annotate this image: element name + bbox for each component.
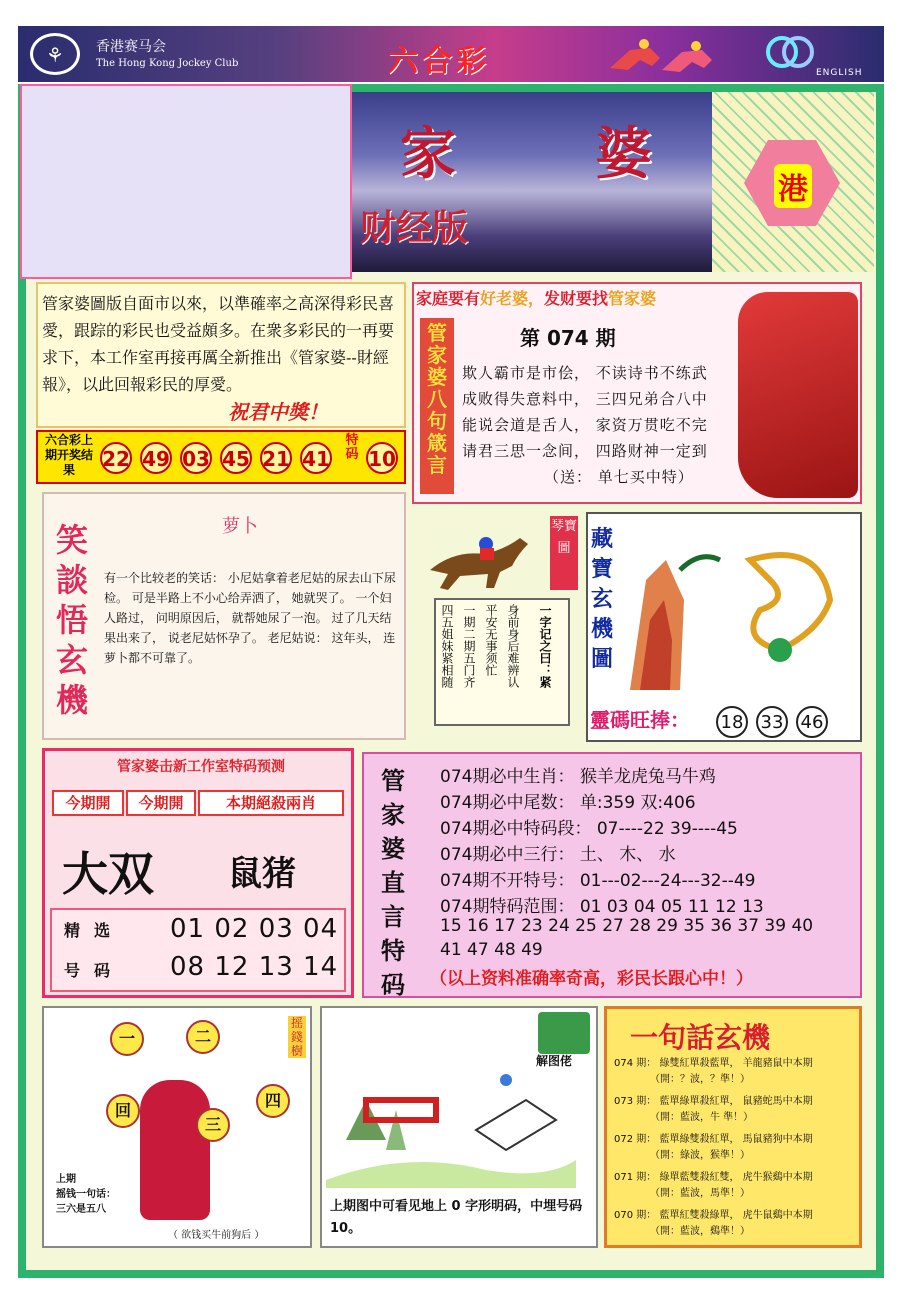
prediction-header: 管家婆击新工作室特码预测 bbox=[117, 759, 285, 775]
riddle-line: 072 期： 藍單綠雙殺紅單， 馬鼠豬狗中本期 bbox=[614, 1134, 813, 1145]
phoenix-cliff-icon bbox=[620, 540, 854, 700]
poem-line: 能说会道是舌人， 家资万贯吃不完 bbox=[462, 416, 708, 434]
lingma-ball: 18 bbox=[716, 706, 748, 738]
tree-ball: 三 bbox=[196, 1108, 230, 1142]
scroll-column: 身前身后难辨认 bbox=[506, 604, 520, 688]
scroll-column: 四五姐妹紧相随 bbox=[440, 604, 454, 688]
tree-note bbox=[56, 1172, 146, 1217]
banner-subtitle: 财经版 bbox=[360, 207, 469, 249]
poem-header-c: 发财要找 bbox=[544, 289, 609, 308]
tree-note-line: 三六是五八 bbox=[56, 1204, 106, 1215]
tab-kill-two[interactable]: 本期絕殺兩肖 bbox=[198, 790, 344, 816]
poem-line: 欺人霸市是市侩， 不读诗书不练武 bbox=[462, 364, 708, 382]
bride-veil-image bbox=[738, 292, 858, 498]
poem-gift: （送： 单七买中特） bbox=[544, 468, 694, 486]
tip-line: 41 47 48 49 bbox=[440, 940, 543, 960]
selected-label: 精选 bbox=[64, 921, 125, 940]
special-ball: 10 bbox=[366, 442, 398, 474]
kill-zodiac-text: 鼠猪 bbox=[228, 854, 296, 894]
riddle-title: 一句話玄機 bbox=[630, 1021, 771, 1054]
hkjc-logo-icon[interactable]: ⚘ bbox=[30, 33, 80, 75]
selected-numbers: 01 02 03 04 bbox=[170, 914, 339, 944]
poem-header-b: 好老婆， bbox=[480, 289, 545, 308]
result-ball: 21 bbox=[260, 442, 292, 474]
lingma-ball: 46 bbox=[796, 706, 828, 738]
puzzle-footnote: 上期图中可看见地上 0 字形明码，中埋号码 10。 bbox=[330, 1199, 583, 1236]
tip-line: 074期必中特码段： 07----22 39----45 bbox=[440, 819, 738, 839]
tip-line: 074期必中尾数： 单:359 双:406 bbox=[440, 793, 696, 813]
result-ball: 22 bbox=[100, 442, 132, 474]
tree-footnote: （ 欲钱买牛前狗后 ） bbox=[168, 1230, 265, 1241]
tip-line: 074期必中三行： 土、 木、 水 bbox=[440, 845, 676, 865]
page-title: 六合彩 bbox=[388, 44, 490, 79]
redacted-area bbox=[20, 84, 352, 279]
riddle-line: 073 期： 藍單綠單殺紅單， 鼠豬蛇馬中本期 bbox=[614, 1096, 813, 1107]
last-result-label: 六合彩上期开奖结果 bbox=[44, 433, 93, 477]
tab-this-period[interactable]: 今期開 bbox=[52, 790, 124, 816]
tab-this-period[interactable]: 今期開 bbox=[126, 790, 196, 816]
tree-note-line: 摇钱一句话： bbox=[56, 1189, 116, 1200]
puzzle-guy-icon bbox=[538, 1012, 590, 1054]
riddle-line: （開：？波，？準！） bbox=[650, 1074, 750, 1085]
joke-side-title: 笑談悟玄機 bbox=[55, 521, 88, 719]
tree-ball: 二 bbox=[186, 1020, 220, 1054]
tip-line: 074期必中生肖： 猴羊龙虎兔马牛鸡 bbox=[440, 767, 716, 787]
lingma-label: 靈碼旺捧： bbox=[590, 708, 690, 732]
money-tree-label: 摇錢樹 bbox=[288, 1016, 306, 1058]
result-ball: 41 bbox=[300, 442, 332, 474]
poem-header-d: 管家婆 bbox=[608, 289, 657, 308]
joke-title: 萝卜 bbox=[222, 516, 258, 537]
scroll-column: 一期二期五门齐 bbox=[462, 604, 476, 688]
tree-ball: 四 bbox=[256, 1084, 290, 1118]
riddle-line: 070 期： 藍單紅雙殺綠單， 虎牛鼠鷄中本期 bbox=[614, 1210, 813, 1221]
money-tree-icon bbox=[140, 1080, 210, 1220]
club-name-cn: 香港赛马会 bbox=[96, 39, 166, 55]
riddle-line: 071 期： 綠單藍雙殺紅雙， 虎牛猴鷄中本期 bbox=[614, 1172, 813, 1183]
poem-header-a: 家庭要有 bbox=[416, 289, 481, 308]
riddle-line: （開：綠波，猴準！） bbox=[650, 1150, 750, 1161]
club-name-en: The Hong Kong Jockey Club bbox=[96, 58, 239, 69]
period-label: 第 074 期 bbox=[520, 326, 616, 350]
riddle-line: （開：藍波，鷄準！） bbox=[650, 1226, 750, 1237]
riddle-line: 074 期： 綠雙紅單殺藍單， 羊龍豬鼠中本期 bbox=[614, 1058, 813, 1069]
english-link[interactable]: ENGLISH bbox=[816, 68, 863, 78]
result-ball: 03 bbox=[180, 442, 212, 474]
qin-label: 琴寶圖 bbox=[550, 516, 578, 590]
landscape-puzzle-icon bbox=[326, 1060, 576, 1188]
riddle-line: （開：藍波，牛 準！） bbox=[650, 1112, 754, 1123]
tip-line: 074期特码范围： 01 03 04 05 11 12 13 bbox=[440, 897, 764, 917]
tip-footnote: （以上资料准确率奇高，彩民长跟心中！） bbox=[430, 969, 753, 989]
poem-line: 请君三思一念间， 四路财神一定到 bbox=[462, 442, 708, 460]
selected-numbers: 08 12 13 14 bbox=[170, 952, 339, 982]
puzzle-label: 解图佬 bbox=[536, 1054, 573, 1068]
mark-six-logo-icon[interactable] bbox=[760, 34, 820, 70]
scroll-column: 平安无事须忙 bbox=[484, 604, 498, 676]
tree-note-line: 上期 bbox=[56, 1174, 76, 1185]
scroll-column: 一字记之曰：紧 bbox=[538, 604, 552, 688]
tree-ball: 一 bbox=[110, 1022, 144, 1056]
lingma-ball: 33 bbox=[756, 706, 788, 738]
tip-line: 074期不开特号： 01---02---24---32--49 bbox=[440, 871, 756, 891]
special-label: 特码 bbox=[345, 433, 359, 462]
joke-text: 有一个比较老的笑话： 小尼姑拿着老尼姑的尿去山下尿检。 可是半路上不小心给弄洒了， 她就哭了。 一个妇人路过， 问明原因后， 就帮她尿了一泡。 过了几天结果出来了， 说老尼姑怀孕了。 老尼姑说： 这年头， 连萝卜都不可靠了。 bbox=[104, 571, 396, 665]
riddle-line: （開：藍波，馬準！） bbox=[650, 1188, 750, 1199]
lantern-badge: 港 bbox=[774, 164, 812, 208]
direct-tips-title: 管家婆直言特码 bbox=[381, 766, 405, 999]
tip-line: 15 16 17 23 24 25 27 28 29 35 36 37 39 40 bbox=[440, 916, 814, 936]
poem-side-title: 管家婆八句箴言 bbox=[420, 318, 454, 494]
result-ball: 49 bbox=[140, 442, 172, 474]
poem-line: 成败得失意料中， 三四兄弟合八中 bbox=[462, 390, 708, 408]
jockey-horse-icon bbox=[424, 526, 534, 596]
banner-title: 家 婆 bbox=[400, 121, 712, 187]
poem-header bbox=[416, 286, 656, 309]
tree-ball: 回 bbox=[106, 1094, 140, 1128]
intro-slogan: 祝君中獎！ bbox=[228, 400, 328, 424]
result-ball: 45 bbox=[220, 442, 252, 474]
treasure-title: 藏寶玄機圖 bbox=[590, 526, 613, 672]
intro-text: 管家婆圖版自面市以來，以準確率之高深得彩民喜愛，跟踪的彩民也受益頗多。在衆多彩民的一再要求下，本工作室再接再厲全新推出《管家婆--財經報》，以此回報彩民的厚愛。 bbox=[42, 294, 395, 394]
big-even-text: 大双 bbox=[62, 847, 154, 901]
numbers-label: 号码 bbox=[64, 961, 125, 980]
racing-horses-icon bbox=[600, 30, 740, 78]
